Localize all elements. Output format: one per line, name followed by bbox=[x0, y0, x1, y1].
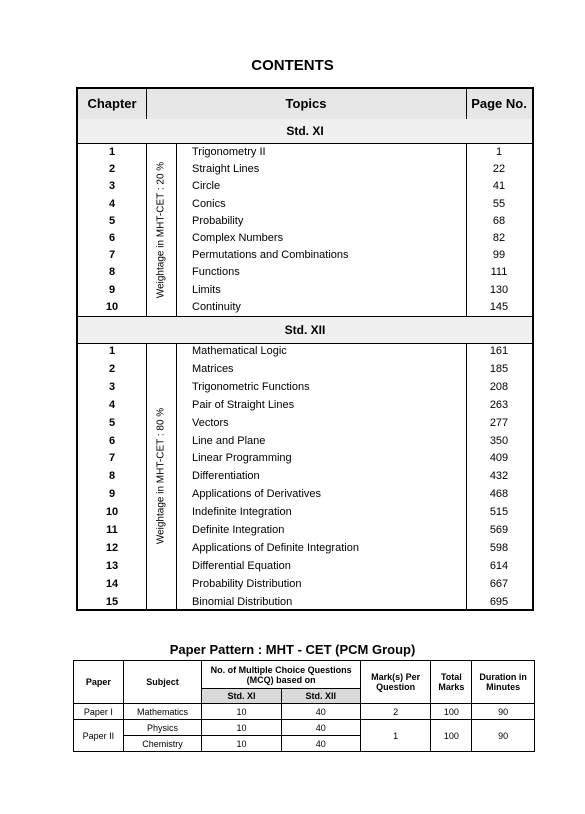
table-row bbox=[78, 576, 532, 594]
page-title: CONTENTS bbox=[251, 57, 334, 74]
page-number: 569 bbox=[489, 524, 509, 536]
page-number: 263 bbox=[489, 398, 509, 411]
table-row bbox=[78, 264, 532, 281]
cell: 90 bbox=[472, 704, 535, 720]
topic-name: Indefinite Integration bbox=[192, 506, 292, 519]
chapter-number: 8 bbox=[108, 470, 116, 483]
cell: 10 bbox=[202, 704, 281, 720]
chapter-number: 7 bbox=[108, 452, 116, 465]
table-row bbox=[78, 178, 532, 195]
cell: 10 bbox=[202, 720, 281, 736]
page-number: 82 bbox=[492, 232, 506, 244]
page-number: 130 bbox=[489, 283, 509, 296]
topic-name: Circle bbox=[192, 180, 221, 193]
h-std12: Std. XII bbox=[281, 689, 360, 704]
topic-name: Matrices bbox=[192, 362, 234, 375]
chapter-number: 9 bbox=[108, 488, 116, 501]
topics-header: Topics bbox=[285, 96, 327, 111]
table-row bbox=[78, 282, 532, 299]
contents-header bbox=[78, 89, 532, 121]
page-header: Page No. bbox=[471, 96, 527, 111]
page-number: 468 bbox=[489, 488, 509, 501]
table-row bbox=[78, 379, 532, 397]
page-number: 1 bbox=[495, 146, 503, 158]
chapter-number: 4 bbox=[108, 197, 116, 210]
std11-label: Std. XI bbox=[78, 119, 532, 144]
topic-name: Trigonometry II bbox=[192, 146, 266, 158]
cell: 2 bbox=[360, 704, 431, 720]
chapter-header: Chapter bbox=[87, 96, 137, 111]
chapter-number: 7 bbox=[108, 249, 116, 262]
table-row bbox=[78, 468, 532, 486]
chapter-number: 14 bbox=[105, 577, 119, 590]
page-number: 695 bbox=[489, 595, 509, 608]
page-number: 515 bbox=[489, 506, 509, 519]
topic-name: Continuity bbox=[192, 300, 241, 313]
chapter-number: 12 bbox=[105, 541, 119, 554]
cell: 40 bbox=[281, 704, 360, 720]
table-row bbox=[78, 558, 532, 576]
std12-label: Std. XII bbox=[78, 317, 532, 344]
page-number: 145 bbox=[489, 300, 509, 313]
topic-name: Line and Plane bbox=[192, 434, 266, 447]
chapter-number: 6 bbox=[108, 434, 116, 447]
topic-name: Mathematical Logic bbox=[192, 345, 287, 357]
table-row bbox=[78, 415, 532, 433]
table-row bbox=[78, 196, 532, 213]
h-mcq: No. of Multiple Choice Questions (MCQ) based on bbox=[202, 661, 361, 689]
table-row bbox=[78, 343, 532, 361]
page-number: 55 bbox=[492, 197, 506, 210]
table-row bbox=[78, 594, 532, 612]
h-paper: Paper bbox=[74, 661, 124, 704]
h-duration: Duration in Minutes bbox=[472, 661, 535, 704]
table-row bbox=[78, 213, 532, 230]
h-marks: Mark(s) Per Question bbox=[360, 661, 431, 704]
topic-name: Differential Equation bbox=[192, 559, 291, 572]
cell: 40 bbox=[281, 720, 360, 736]
page-number: 68 bbox=[492, 214, 506, 227]
page-number: 208 bbox=[489, 380, 509, 393]
cell: 100 bbox=[431, 704, 472, 720]
topic-name: Binomial Distribution bbox=[192, 595, 293, 608]
contents-table bbox=[76, 87, 534, 611]
table-row bbox=[78, 486, 532, 504]
topic-name: Pair of Straight Lines bbox=[192, 398, 295, 411]
chapter-number: 11 bbox=[106, 524, 118, 536]
cell: Mathematics bbox=[123, 704, 202, 720]
topic-name: Conics bbox=[192, 197, 226, 210]
table-row bbox=[78, 230, 532, 247]
topic-name: Applications of Definite Integration bbox=[192, 541, 359, 554]
chapter-number: 13 bbox=[105, 559, 119, 572]
chapter-number: 1 bbox=[108, 146, 116, 158]
chapter-number: 4 bbox=[108, 398, 116, 411]
h-total: Total Marks bbox=[431, 661, 472, 704]
chapter-number: 2 bbox=[108, 362, 116, 375]
topic-name: Limits bbox=[192, 283, 221, 296]
table-row bbox=[78, 540, 532, 558]
table-row bbox=[78, 144, 532, 161]
page-number: 161 bbox=[489, 345, 509, 357]
table-row bbox=[78, 361, 532, 379]
topic-name: Applications of Derivatives bbox=[192, 488, 322, 501]
page-number: 41 bbox=[492, 180, 506, 193]
page-number: 614 bbox=[489, 559, 509, 572]
page-number: 350 bbox=[489, 434, 509, 447]
topic-name: Straight Lines bbox=[192, 163, 260, 176]
chapter-number: 10 bbox=[105, 300, 119, 313]
chapter-number: 8 bbox=[108, 266, 116, 279]
std12-weightage: Weightage in MHT-CET : 80 % bbox=[155, 407, 167, 545]
std12-section bbox=[78, 343, 532, 609]
chapter-number: 15 bbox=[105, 595, 119, 608]
topic-name: Permutations and Combinations bbox=[192, 249, 349, 262]
chapter-number: 3 bbox=[108, 380, 116, 393]
topic-name: Linear Programming bbox=[192, 452, 292, 465]
table-row bbox=[78, 299, 532, 316]
page-number: 277 bbox=[489, 416, 509, 429]
std11-weightage: Weightage in MHT-CET : 20 % bbox=[155, 161, 167, 299]
cell: Physics bbox=[123, 720, 202, 736]
topic-name: Complex Numbers bbox=[192, 232, 284, 244]
table-row bbox=[74, 720, 535, 736]
cell: 100 bbox=[431, 720, 472, 752]
table-row bbox=[78, 504, 532, 522]
table-row bbox=[78, 450, 532, 468]
topic-name: Vectors bbox=[192, 416, 229, 429]
h-subject: Subject bbox=[123, 661, 202, 704]
table-row bbox=[78, 161, 532, 178]
table-row bbox=[74, 704, 535, 720]
std11-section bbox=[78, 144, 532, 316]
topic-name: Probability bbox=[192, 214, 244, 227]
page-number: 432 bbox=[489, 470, 509, 483]
page-number: 111 bbox=[490, 266, 508, 279]
chapter-number: 10 bbox=[105, 506, 119, 519]
cell: 10 bbox=[202, 736, 281, 752]
cell: Paper II bbox=[74, 720, 124, 752]
cell: Chemistry bbox=[123, 736, 202, 752]
h-std11: Std. XI bbox=[202, 689, 281, 704]
table-row bbox=[78, 522, 532, 540]
table-row bbox=[78, 247, 532, 264]
cell: Paper I bbox=[74, 704, 124, 720]
page-number: 22 bbox=[492, 163, 506, 176]
topic-name: Functions bbox=[192, 266, 240, 279]
topic-name: Probability Distribution bbox=[192, 577, 302, 590]
page-number: 99 bbox=[492, 249, 506, 262]
page-number: 185 bbox=[489, 362, 509, 375]
paper-pattern-title: Paper Pattern : MHT - CET (PCM Group) bbox=[169, 642, 416, 657]
chapter-number: 2 bbox=[108, 163, 116, 176]
page-number: 667 bbox=[489, 577, 509, 590]
page-number: 598 bbox=[489, 541, 509, 554]
cell: 40 bbox=[281, 736, 360, 752]
cell: 90 bbox=[472, 720, 535, 752]
chapter-number: 1 bbox=[108, 345, 116, 357]
cell: 1 bbox=[360, 720, 431, 752]
paper-pattern-table bbox=[73, 660, 535, 752]
page-number: 409 bbox=[489, 452, 509, 465]
chapter-number: 6 bbox=[108, 232, 116, 244]
chapter-number: 9 bbox=[108, 283, 116, 296]
chapter-number: 5 bbox=[108, 416, 116, 429]
topic-name: Differentiation bbox=[192, 470, 260, 483]
table-row bbox=[78, 433, 532, 451]
topic-name: Definite Integration bbox=[192, 524, 285, 536]
topic-name: Trigonometric Functions bbox=[192, 380, 310, 393]
chapter-number: 5 bbox=[108, 214, 116, 227]
chapter-number: 3 bbox=[108, 180, 116, 193]
table-row bbox=[78, 397, 532, 415]
